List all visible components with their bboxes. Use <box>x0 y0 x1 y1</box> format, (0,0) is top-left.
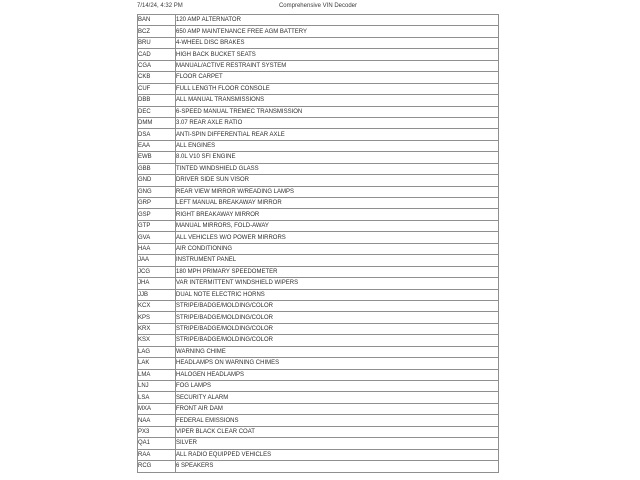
table-row <box>138 266 499 277</box>
table-row <box>138 232 499 243</box>
option-description-cell: AIR CONDITIONING <box>176 243 499 254</box>
option-code-cell: CGA <box>138 60 176 71</box>
option-code-cell: KSX <box>138 335 176 346</box>
option-description-cell: FLOOR CARPET <box>176 72 499 83</box>
option-code-cell: GNG <box>138 186 176 197</box>
option-description-cell: ALL MANUAL TRANSMISSIONS <box>176 95 499 106</box>
table-row <box>138 95 499 106</box>
vin-decoder-table-body <box>138 15 499 473</box>
option-description-cell: ALL ENGINES <box>176 140 499 151</box>
table-row <box>138 278 499 289</box>
option-description-cell: ALL RADIO EQUIPPED VEHICLES <box>176 449 499 460</box>
option-code-cell: DBB <box>138 95 176 106</box>
table-row <box>138 83 499 94</box>
table-row <box>138 449 499 460</box>
option-code-cell: CUF <box>138 83 176 94</box>
option-description-cell: INSTRUMENT PANEL <box>176 255 499 266</box>
option-description-cell: MANUAL/ACTIVE RESTRAINT SYSTEM <box>176 60 499 71</box>
table-row <box>138 289 499 300</box>
option-description-cell: 6 SPEAKERS <box>176 461 499 472</box>
table-row <box>138 37 499 48</box>
option-description-cell: STRIPE/BADGE/MOLDING/COLOR <box>176 312 499 323</box>
option-code-cell: LNJ <box>138 381 176 392</box>
option-description-cell: 4-WHEEL DISC BRAKES <box>176 37 499 48</box>
table-row <box>138 323 499 334</box>
table-row <box>138 209 499 220</box>
table-row <box>138 72 499 83</box>
option-description-cell: 650 AMP MAINTENANCE FREE AGM BATTERY <box>176 26 499 37</box>
table-row <box>138 415 499 426</box>
option-description-cell: SILVER <box>176 438 499 449</box>
option-code-cell: LAG <box>138 346 176 357</box>
option-description-cell: 120 AMP ALTERNATOR <box>176 15 499 26</box>
option-description-cell: 180 MPH PRIMARY SPEEDOMETER <box>176 266 499 277</box>
option-description-cell: DUAL NOTE ELECTRIC HORNS <box>176 289 499 300</box>
table-row <box>138 358 499 369</box>
option-code-cell: CKB <box>138 72 176 83</box>
option-code-cell: JAA <box>138 255 176 266</box>
option-code-cell: PX3 <box>138 426 176 437</box>
option-code-cell: EWB <box>138 152 176 163</box>
option-code-cell: RCG <box>138 461 176 472</box>
table-row <box>138 300 499 311</box>
option-code-cell: DEC <box>138 106 176 117</box>
option-code-cell: HAA <box>138 243 176 254</box>
table-row <box>138 369 499 380</box>
table-row <box>138 129 499 140</box>
option-description-cell: HALOGEN HEADLAMPS <box>176 369 499 380</box>
print-timestamp: 7/14/24, 4:32 PM <box>137 3 183 9</box>
option-code-cell: KPS <box>138 312 176 323</box>
table-row <box>138 461 499 472</box>
table-row <box>138 49 499 60</box>
print-header <box>137 2 499 13</box>
option-code-cell: JJB <box>138 289 176 300</box>
page-title: Comprehensive VIN Decoder <box>278 3 358 9</box>
option-code-cell: BAN <box>138 15 176 26</box>
option-description-cell: WARNING CHIME <box>176 346 499 357</box>
table-row <box>138 140 499 151</box>
option-description-cell: 3.07 REAR AXLE RATIO <box>176 117 499 128</box>
option-code-cell: EAA <box>138 140 176 151</box>
option-description-cell: SECURITY ALARM <box>176 392 499 403</box>
table-row <box>138 152 499 163</box>
option-description-cell: 8.0L V10 SFI ENGINE <box>176 152 499 163</box>
vin-decoder-table <box>137 14 499 473</box>
option-code-cell: DSA <box>138 129 176 140</box>
option-code-cell: LSA <box>138 392 176 403</box>
option-code-cell: BCZ <box>138 26 176 37</box>
option-code-cell: LAK <box>138 358 176 369</box>
option-code-cell: GND <box>138 175 176 186</box>
table-row <box>138 392 499 403</box>
option-code-cell: JCG <box>138 266 176 277</box>
option-code-cell: GRP <box>138 198 176 209</box>
option-description-cell: FOG LAMPS <box>176 381 499 392</box>
option-code-cell: NAA <box>138 415 176 426</box>
option-description-cell: FRONT AIR DAM <box>176 403 499 414</box>
option-description-cell: FULL LENGTH FLOOR CONSOLE <box>176 83 499 94</box>
option-description-cell: STRIPE/BADGE/MOLDING/COLOR <box>176 335 499 346</box>
table-row <box>138 26 499 37</box>
table-row <box>138 163 499 174</box>
option-code-cell: RAA <box>138 449 176 460</box>
option-code-cell: DMM <box>138 117 176 128</box>
table-row <box>138 255 499 266</box>
option-code-cell: MXA <box>138 403 176 414</box>
table-row <box>138 403 499 414</box>
option-description-cell: TINTED WINDSHIELD GLASS <box>176 163 499 174</box>
option-description-cell: 6-SPEED MANUAL TREMEC TRANSMISSION <box>176 106 499 117</box>
option-description-cell: VIPER BLACK CLEAR COAT <box>176 426 499 437</box>
option-description-cell: VAR INTERMITTENT WINDSHIELD WIPERS <box>176 278 499 289</box>
option-description-cell: LEFT MANUAL BREAKAWAY MIRROR <box>176 198 499 209</box>
option-description-cell: STRIPE/BADGE/MOLDING/COLOR <box>176 323 499 334</box>
table-row <box>138 198 499 209</box>
table-row <box>138 117 499 128</box>
print-page <box>137 0 499 473</box>
table-row <box>138 175 499 186</box>
option-code-cell: GSP <box>138 209 176 220</box>
option-description-cell: DRIVER SIDE SUN VISOR <box>176 175 499 186</box>
option-code-cell: JHA <box>138 278 176 289</box>
table-row <box>138 312 499 323</box>
option-description-cell: MANUAL MIRRORS, FOLD-AWAY <box>176 220 499 231</box>
option-description-cell: FEDERAL EMISSIONS <box>176 415 499 426</box>
table-row <box>138 335 499 346</box>
table-row <box>138 186 499 197</box>
option-code-cell: GTP <box>138 220 176 231</box>
option-description-cell: ANTI-SPIN DIFFERENTIAL REAR AXLE <box>176 129 499 140</box>
option-code-cell: KCX <box>138 300 176 311</box>
table-row <box>138 106 499 117</box>
option-code-cell: BRU <box>138 37 176 48</box>
option-description-cell: HEADLAMPS ON WARNING CHIMES <box>176 358 499 369</box>
table-row <box>138 438 499 449</box>
option-description-cell: HIGH BACK BUCKET SEATS <box>176 49 499 60</box>
option-code-cell: LMA <box>138 369 176 380</box>
table-row <box>138 220 499 231</box>
option-code-cell: CAD <box>138 49 176 60</box>
table-row <box>138 381 499 392</box>
table-row <box>138 60 499 71</box>
option-code-cell: GVA <box>138 232 176 243</box>
table-row <box>138 15 499 26</box>
option-code-cell: KRX <box>138 323 176 334</box>
option-description-cell: RIGHT BREAKAWAY MIRROR <box>176 209 499 220</box>
table-row <box>138 243 499 254</box>
option-description-cell: ALL VEHICLES W/O POWER MIRRORS <box>176 232 499 243</box>
option-code-cell: QA1 <box>138 438 176 449</box>
option-description-cell: STRIPE/BADGE/MOLDING/COLOR <box>176 300 499 311</box>
table-row <box>138 346 499 357</box>
table-row <box>138 426 499 437</box>
option-description-cell: REAR VIEW MIRROR W/READING LAMPS <box>176 186 499 197</box>
option-code-cell: GBB <box>138 163 176 174</box>
